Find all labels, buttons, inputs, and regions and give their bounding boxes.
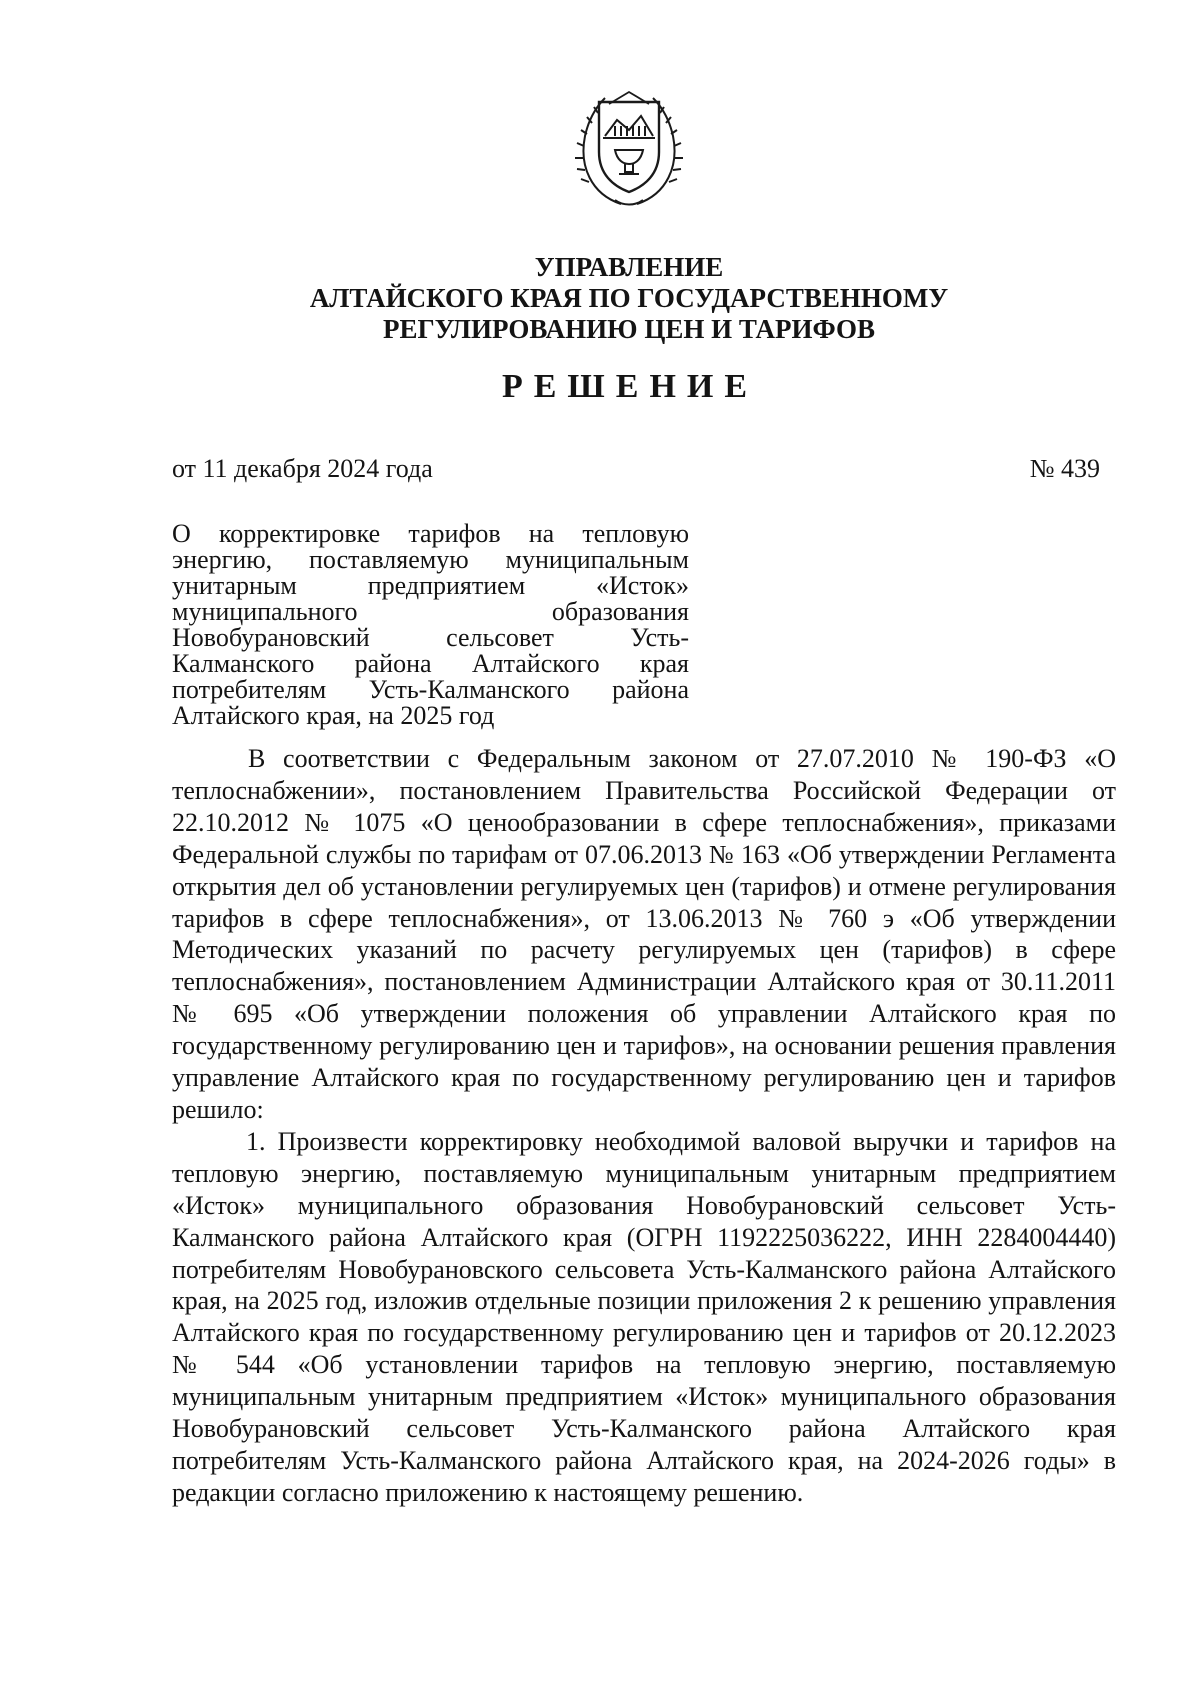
- decision-body: [172, 743, 1116, 1509]
- altai-krai-coat-of-arms-icon: [575, 86, 683, 210]
- decision-number: № 439: [1029, 454, 1100, 483]
- org-line-1: УПРАВЛЕНИЕ: [534, 252, 724, 282]
- decision-date: от 11 декабря 2024 года: [172, 454, 433, 483]
- org-line-2: АЛТАЙСКОГО КРАЯ ПО ГОСУДАРСТВЕННОМУ: [309, 283, 949, 313]
- document-type-title: РЕШЕНИЕ: [501, 368, 759, 405]
- decision-subject: О корректировке тарифов на тепловую энергию, поставляемую муниципальным унитарным предприятием «Исток» муниципального образования Новобурановский сельсовет Усть-Калманского района Алтайского края потребителям Усть-Калманского района Алтайского края, на 2025 год: [172, 519, 689, 730]
- issuing-authority: [0, 252, 1200, 345]
- org-line-3: РЕГУЛИРОВАНИЮ ЦЕН И ТАРИФОВ: [382, 314, 876, 344]
- clause-1-paragraph: 1. Произвести корректировку необходимой валовой выручки и тарифов на тепловую энергию, поставляемую муниципальным унитарным предприятием «Исток» муниципального образования Новобурановский сельсовет Усть-Калманского района Алтайского края (ОГРН 1192225036222, ИНН 2284004440) потребителям Новобурановского сельсовета Усть-Калманского района Алтайского края, на 2025 год, изложив отдельные позиции приложения 2 к решению управления Алтайского края по государственному регулированию цен и тарифов от 20.12.2023 № 544 «Об установлении тарифов на тепловую энергию, поставляемую муниципальным унитарным предприятием «Исток» муниципального образования Новобурановский сельсовет Усть-Калманского района Алтайского края потребителям Усть-Калманского района Алтайского края, на 2024-2026 годы» в редакции согласно приложению к настоящему решению.: [172, 1126, 1116, 1507]
- preamble-paragraph: В соответствии с Федеральным законом от 27.07.2010 № 190-ФЗ «О теплоснабжении», постановлением Правительства Российской Федерации от 22.10.2012 № 1075 «О ценообразовании в сфере теплоснабжения», приказами Федеральной службы по тарифам от 07.06.2013 № 163 «Об утверждении Регламента открытия дел об установлении регулируемых цен (тарифов) и отмене регулирования тарифов в сфере теплоснабжения», от 13.06.2013 № 760 э «Об утверждении Методических указаний по расчету регулируемых цен (тарифов) в сфере теплоснабжения», постановлением Администрации Алтайского края от 30.11.2011 № 695 «Об утверждении положения об управлении Алтайского края по государственному регулированию цен и тарифов», на основании решения правления управление Алтайского края по государственному регулированию цен и тарифов решило:: [172, 744, 1116, 1124]
